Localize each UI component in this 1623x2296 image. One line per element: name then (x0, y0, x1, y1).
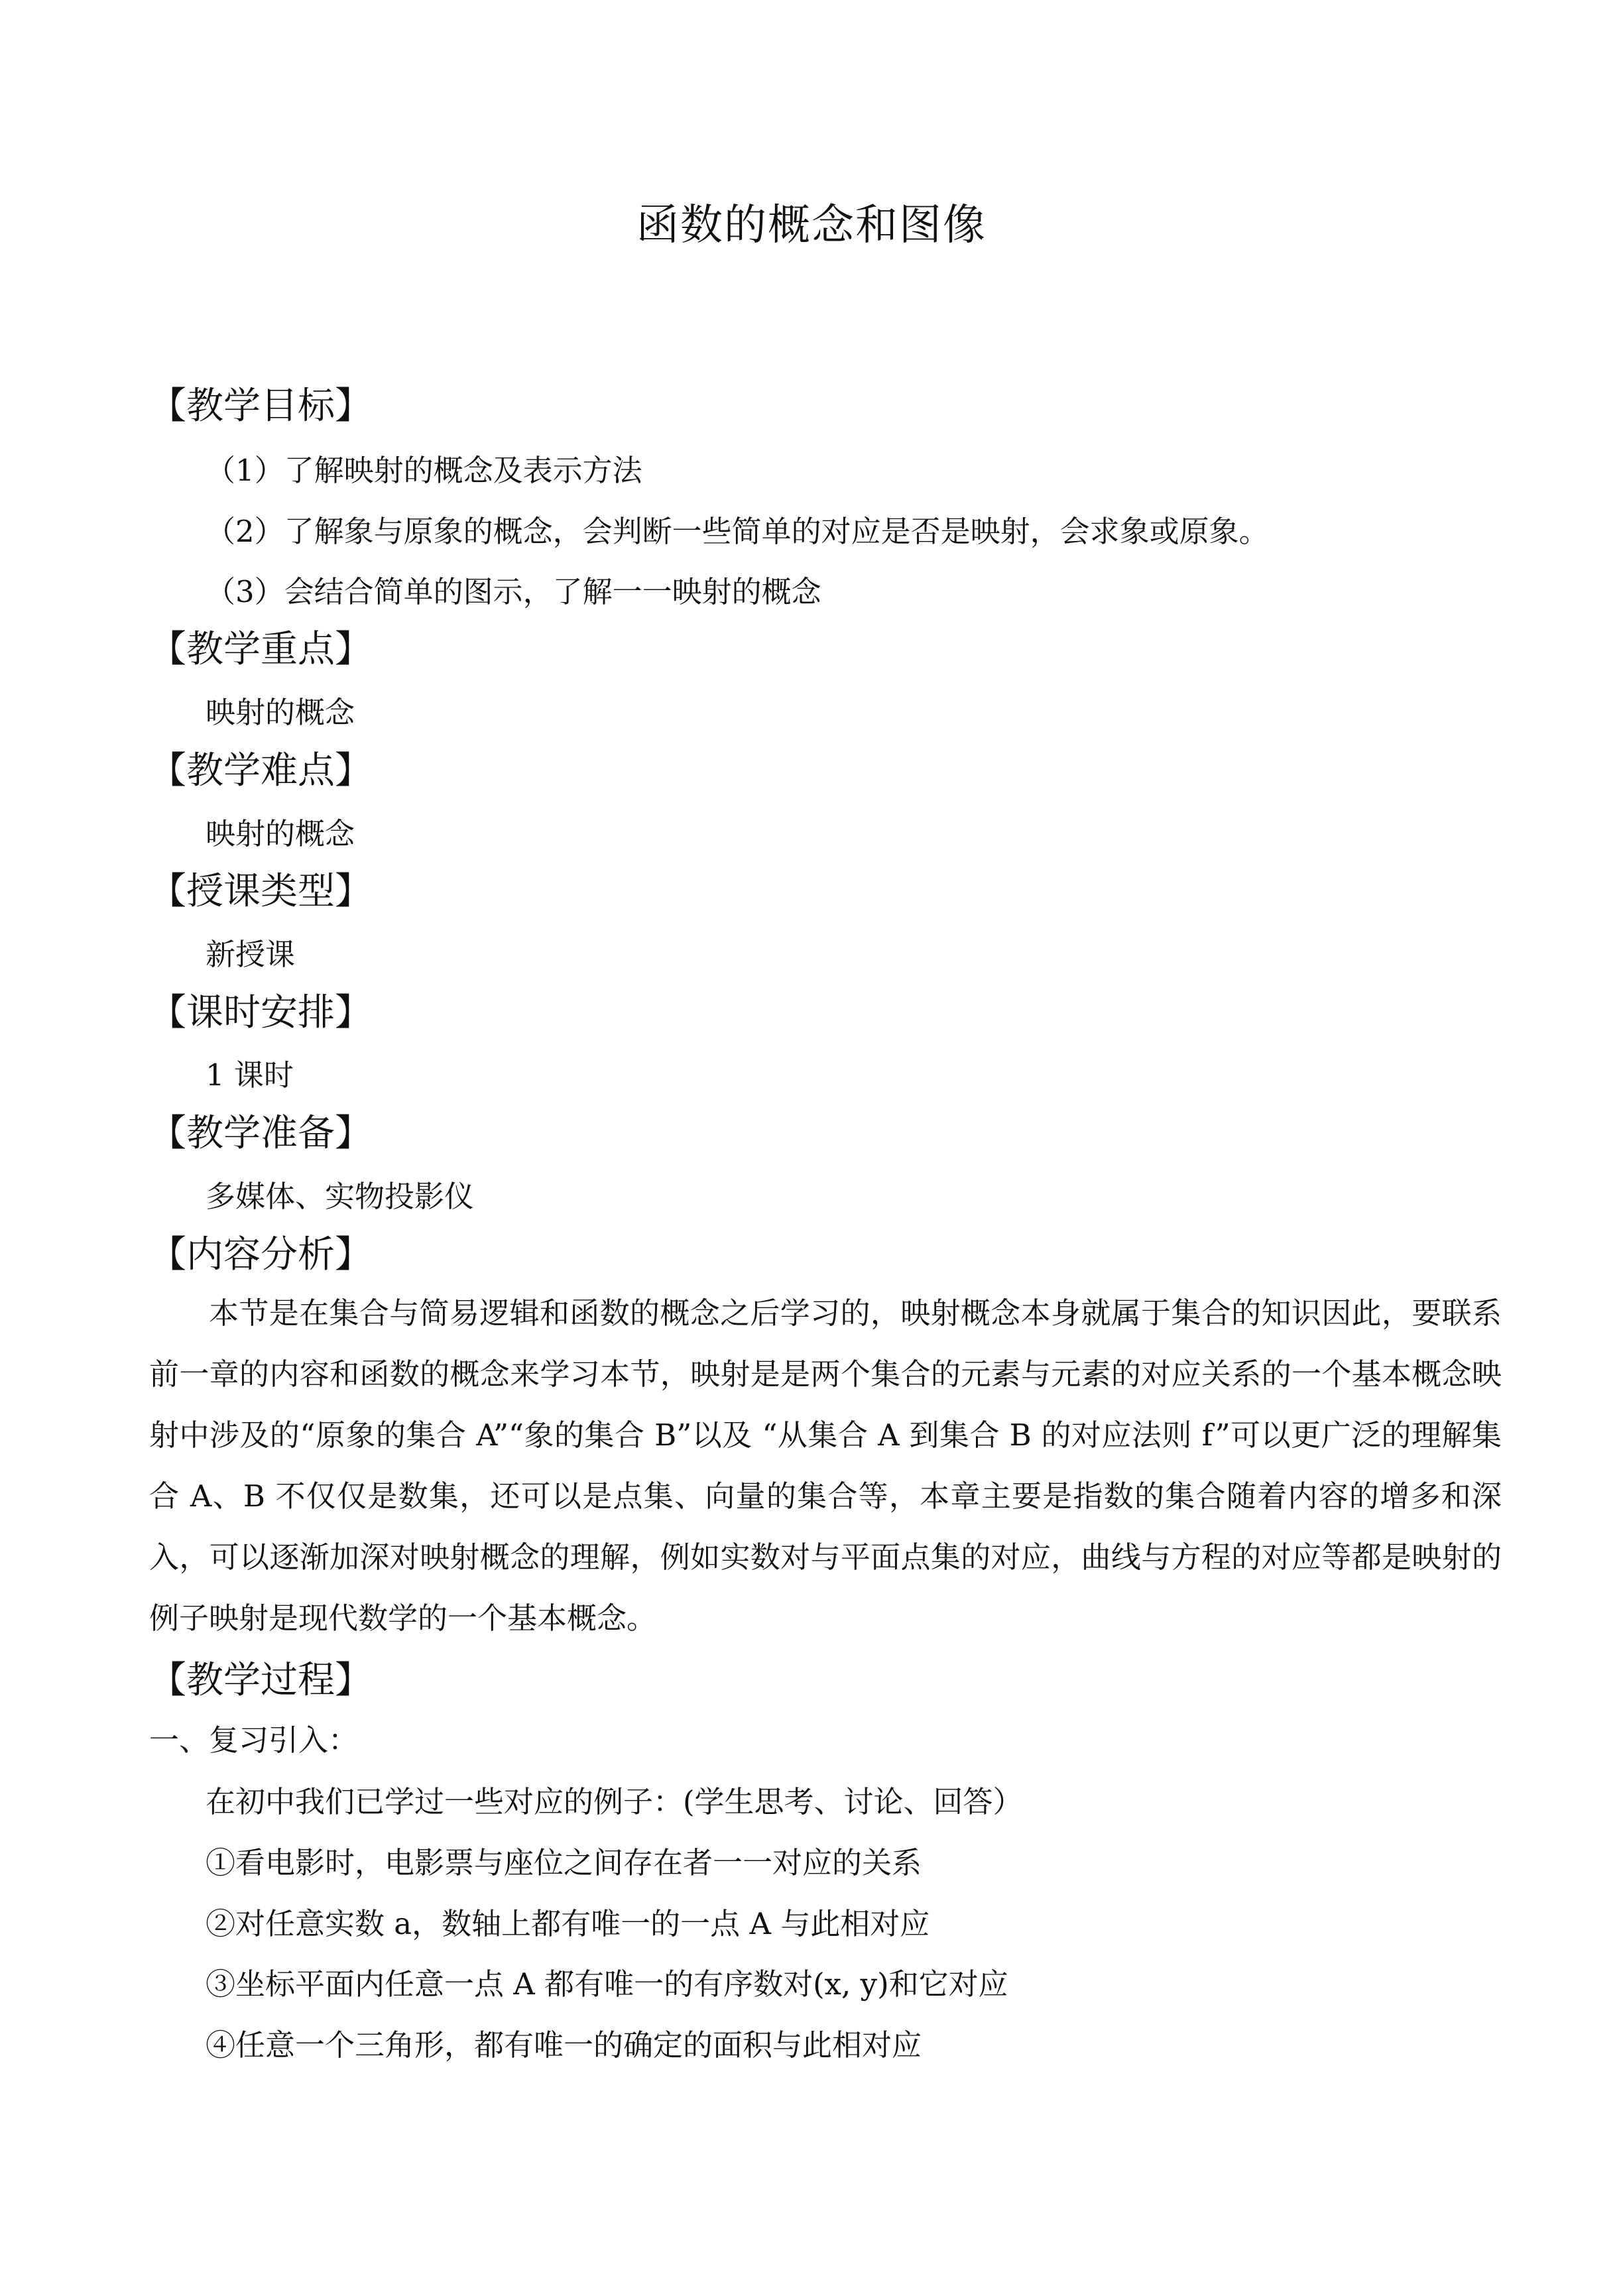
example-item-2: ②对任意实数 a，数轴上都有唯一的一点 A 与此相对应 (206, 1906, 930, 1941)
example-item-4: ④任意一个三角形，都有唯一的确定的面积与此相对应 (206, 2027, 922, 2063)
example-item-1: ①看电影时，电影票与座位之间存在者一一对应的关系 (206, 1845, 922, 1880)
schedule-text: 1 课时 (206, 1057, 294, 1093)
lesson-type-text: 新授课 (206, 937, 296, 972)
difficulties-heading: 【教学难点】 (149, 749, 372, 792)
key-points-text: 映射的概念 (206, 695, 355, 730)
preparation-text: 多媒体、实物投影仪 (206, 1179, 475, 1214)
difficulties-text: 映射的概念 (206, 816, 355, 851)
process-subheading: 一、复习引入： (149, 1722, 359, 1758)
objective-item-3: （3）会结合简单的图示，了解一一映射的概念 (206, 574, 821, 609)
schedule-heading: 【课时安排】 (149, 991, 372, 1034)
objective-item-1: （1）了解映射的概念及表示方法 (206, 453, 642, 488)
process-intro: 在初中我们已学过一些对应的例子：(学生思考、讨论、回答） (206, 1784, 1023, 1819)
analysis-paragraph: 本节是在集合与简易逻辑和函数的概念之后学习的，映射概念本身就属于集合的知识因此，要联系前一章的内容和函数的概念来学习本节，映射是是两个集合的元素与元素的对应关系的一个基本概念映射中涉及的“原象的集合 A”“象的集合 B”以及 “从集合 A 到集合 B 的对应法则 f”可以更广泛的理解集合 A、B 不仅仅是数集，还可以是点集、向量的集合等，本章主要是指数的集合随着内容的增多和深入，可以逐渐加深对映射概念的理解，例如实数对与平面点集的对应，曲线与方程的对应等都是映射的例子映射是现代数学的一个基本概念。 (149, 1296, 1502, 1636)
process-heading: 【教学过程】 (149, 1659, 372, 1702)
analysis-heading: 【内容分析】 (149, 1233, 372, 1276)
objectives-heading: 【教学目标】 (149, 385, 372, 428)
preparation-heading: 【教学准备】 (149, 1112, 372, 1155)
example-item-3: ③坐标平面内任意一点 A 都有唯一的有序数对(x, y)和它对应 (206, 1966, 1008, 2002)
objective-item-2: （2）了解象与原象的概念，会判断一些简单的对应是否是映射，会求象或原象。 (206, 514, 1269, 549)
page-title: 函数的概念和图像 (636, 201, 987, 250)
key-points-heading: 【教学重点】 (149, 628, 372, 671)
lesson-type-heading: 【授课类型】 (149, 870, 372, 913)
